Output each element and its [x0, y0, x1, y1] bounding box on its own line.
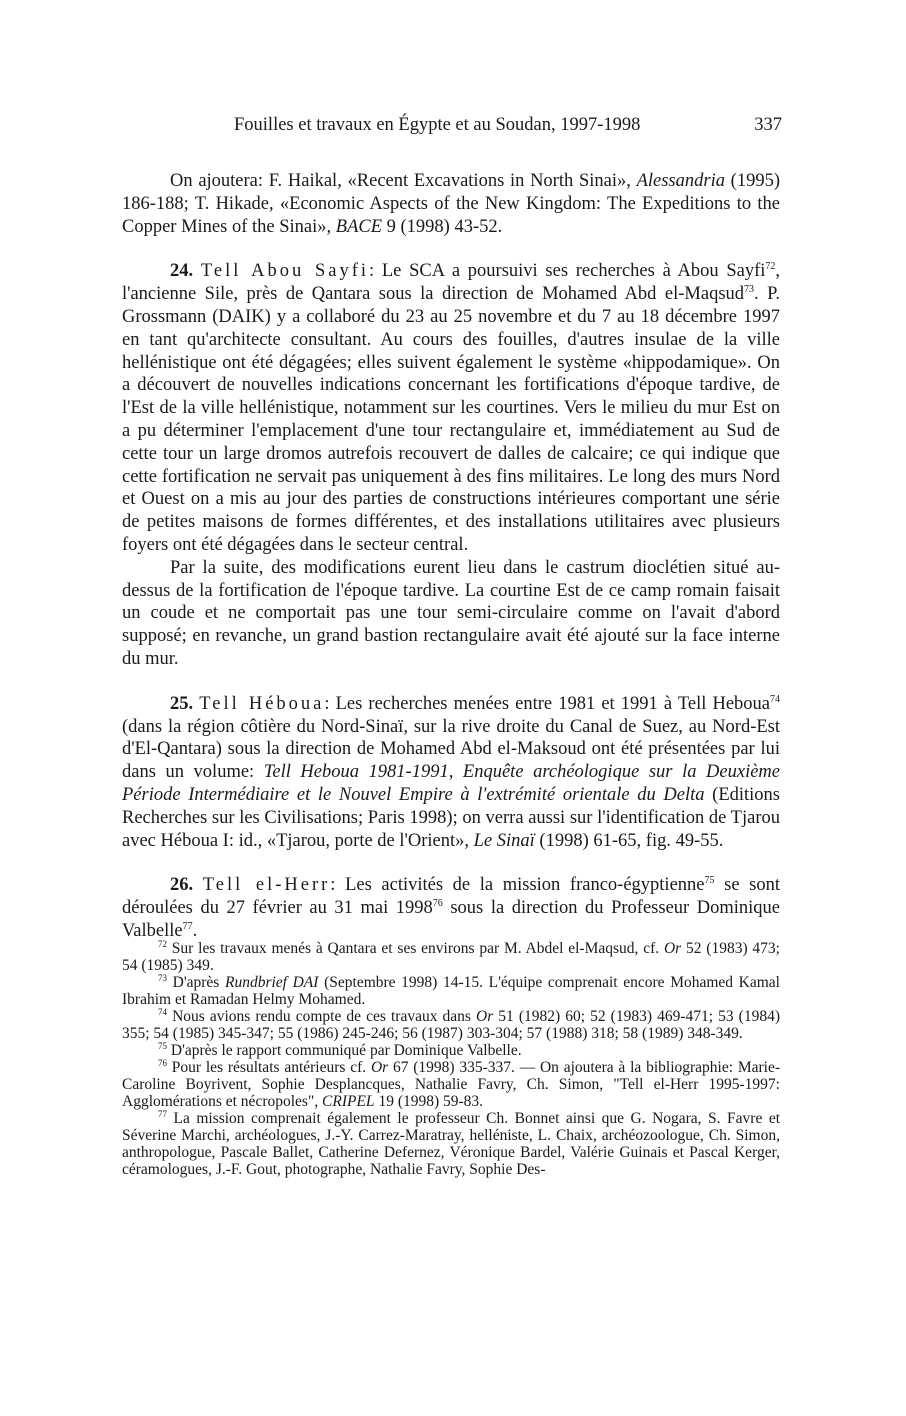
footnote-72	[122, 940, 780, 974]
section-text: (dans la région côtière du Nord-Sinaï, sur la rive droite du Canal de Suez, au Nord-Est d'El-Qantara) sous la direction de Mohamed Abd el-Maksoud ont été présentées par lui dans un volume:	[122, 716, 780, 783]
running-title: Fouilles et travaux en Égypte et au Soudan, 1997-1998	[234, 115, 641, 135]
book-title: Tell Heboua 1981-1991, Enquête archéologique sur la Deuxième Période Intermédiaire et le Nouvel Empire à l'extrémité orientale du Delta	[122, 762, 780, 805]
intro-text: (1995) 186-188; T. Hikade, «Economic Aspects of the New Kingdom: The Expeditions to the Copper Mines of the Sinai»,	[122, 171, 780, 237]
section-text: , l'ancienne Sile, près de Qantara sous la direction de Mohamed Abd el-Maqsud	[122, 261, 781, 305]
section-26-paragraph	[122, 874, 780, 942]
section-text: (Editions Recherches sur les Civilisations; Paris 1998); on verra aussi sur l'identification de Tjarou avec Héboua I: id., «Tjarou, porte de l'Orient»,	[122, 784, 780, 851]
journal-title: Or	[370, 1059, 389, 1076]
section-text: sous la direction du Professeur Dominique Valbelle	[122, 898, 780, 941]
footnote-number: 75	[158, 1041, 167, 1051]
site-name: Tell Héboua	[199, 693, 325, 714]
footnote-ref: 74	[770, 693, 780, 705]
footnote-74	[122, 1008, 780, 1042]
section-text: .	[192, 920, 198, 941]
footnote-76	[122, 1059, 780, 1110]
section-number: 26.	[170, 875, 194, 896]
site-name: Tell el-Herr	[202, 875, 331, 896]
footnote-text: 19 (1998) 59-83.	[374, 1093, 484, 1110]
footnote-text: La mission comprenait également le professeur Ch. Bonnet ainsi que G. Nogara, S. Favre et Séverine Marchi, archéologues, J.-Y. Carrez-Maratray, helléniste, L. Chaix, archéozoologue, Ch. Simon, anthropologue, Pascale Ballet, Catherine Defernez, Véronique Bardel, Valérie Guinais et Pascal Kerger, céramologues, J.-F. Gout, photographe, Nathalie Favry, Sophie Des-	[122, 1110, 780, 1178]
footnote-73	[122, 974, 780, 1008]
section-24-paragraph-2: Par la suite, des modifications eurent lieu dans le castrum dioclétien situé au-dessus de la fortification de l'époque tardive. La courtine Est de ce camp romain faisait un coude et ne comportait pas une tour semi-circulaire comme on l'avait d'abord supposé; en revanche, un grand bastion rectangulaire avait été ajouté sur la face interne du mur.	[122, 557, 780, 669]
journal-title: Rundbrief DAI	[224, 974, 319, 991]
footnote-77	[122, 1110, 780, 1178]
footnote-ref: 75	[704, 875, 715, 887]
section-text: : Le SCA a poursuivi ses recherches à Abou Sayfi	[369, 261, 766, 282]
journal-title: Alessandria	[636, 171, 725, 191]
footnote-ref: 73	[744, 284, 755, 296]
section-25-paragraph	[122, 693, 780, 853]
section-number: 24.	[170, 261, 194, 282]
section-text: : Les recherches menées entre 1981 et 1991 à Tell Heboua	[324, 693, 770, 714]
page-number: 337	[754, 115, 782, 135]
footnote-number: 73	[158, 973, 167, 983]
footnote-text: Nous avions rendu compte de ces travaux dans	[167, 1008, 476, 1025]
section-text: se sont déroulées du 27 février au 31 mai 1998	[122, 875, 781, 919]
journal-title: Le Sinaï	[473, 830, 535, 851]
section-text: (1998) 61-65, fig. 49-55.	[534, 830, 724, 851]
section-text: . P. Grossmann (DAIK) y a collaboré du 23 au 25 novembre et du 7 au 18 décembre 1997 en tant qu'architecte consultant. Au cours des fouilles, d'autres insulae de la ville hellénistique ont été dégagées; elles suivent également le système «hippodamique». On a découvert de nouvelles indications concernant les fortifications d'époque tardive, de l'Est de la ville hellénistique, notamment sur les courtines. Vers le milieu du mur Est on a pu déterminer l'emplacement d'une tour rectangulaire et, immédiatement au Sud de cette tour un large dromos autrefois recouvert de dalles de calcaire; ce qui indique que cette fortification ne servait pas uniquement à des fins militaires. Le long des murs Nord et Ouest on a mis au jour des parties de constructions intérieures comportant une série de petites maisons de formes différentes, et des installations utilitaires avec plusieurs foyers ont été dégagées dans le secteur central.	[122, 284, 780, 555]
section-text: : Les activités de la mission franco-égyptienne	[330, 875, 705, 896]
footnote-number: 74	[158, 1007, 167, 1017]
footnote-ref: 77	[182, 920, 193, 932]
intro-text: On ajoutera: F. Haikal, «Recent Excavations in North Sinai»,	[170, 171, 637, 191]
journal-title: CRIPEL	[322, 1093, 375, 1110]
journal-title: BACE	[335, 216, 383, 237]
site-name: Tell Abou Sayfi	[200, 261, 369, 282]
footnote-text: 52 (1983) 473; 54 (1985) 349.	[122, 940, 780, 974]
footnote-text: Sur les travaux menés à Qantara et ses environs par M. Abdel el-Maqsud, cf.	[167, 940, 664, 957]
main-text	[122, 170, 780, 943]
footnote-text: D'après	[167, 974, 225, 991]
footnote-75	[122, 1042, 780, 1059]
footnote-text: D'après le rapport communiqué par Dominique Valbelle.	[167, 1042, 522, 1059]
footnote-number: 77	[158, 1109, 167, 1119]
footnote-number: 76	[158, 1058, 167, 1068]
intro-paragraph	[122, 170, 780, 238]
running-header	[122, 115, 782, 139]
footnote-ref: 76	[432, 898, 443, 910]
section-24-paragraph	[122, 260, 780, 556]
footnote-text: (Septembre 1998) 14-15. L'équipe comprenait encore Mohamed Kamal Ibrahim et Ramadan Helmy Mohamed.	[122, 974, 780, 1008]
footnote-number: 72	[158, 939, 167, 949]
intro-text: 9 (1998) 43-52.	[382, 216, 503, 237]
footnote-ref: 72	[765, 261, 776, 273]
footnotes	[122, 940, 780, 1178]
footnote-text: Pour les résultats antérieurs cf.	[167, 1059, 371, 1076]
journal-title: Or	[476, 1008, 494, 1025]
journal-title: Or	[663, 940, 682, 957]
section-number: 25.	[170, 693, 194, 714]
footnote-text: 67 (1998) 335-337. — On ajoutera à la bibliographie: Marie-Caroline Boyrivent, Sophie Desplancques, Nathalie Favry, Ch. Simon, "Tell el-Herr 1995-1997: Agglomérations et nécropoles",	[122, 1059, 780, 1110]
footnote-text: 51 (1982) 60; 52 (1983) 469-471; 53 (1984) 355; 54 (1985) 345-347; 55 (1986) 245-246; 56 (1987) 303-304; 57 (1988) 318; 58 (1989) 348-349.	[122, 1008, 780, 1042]
